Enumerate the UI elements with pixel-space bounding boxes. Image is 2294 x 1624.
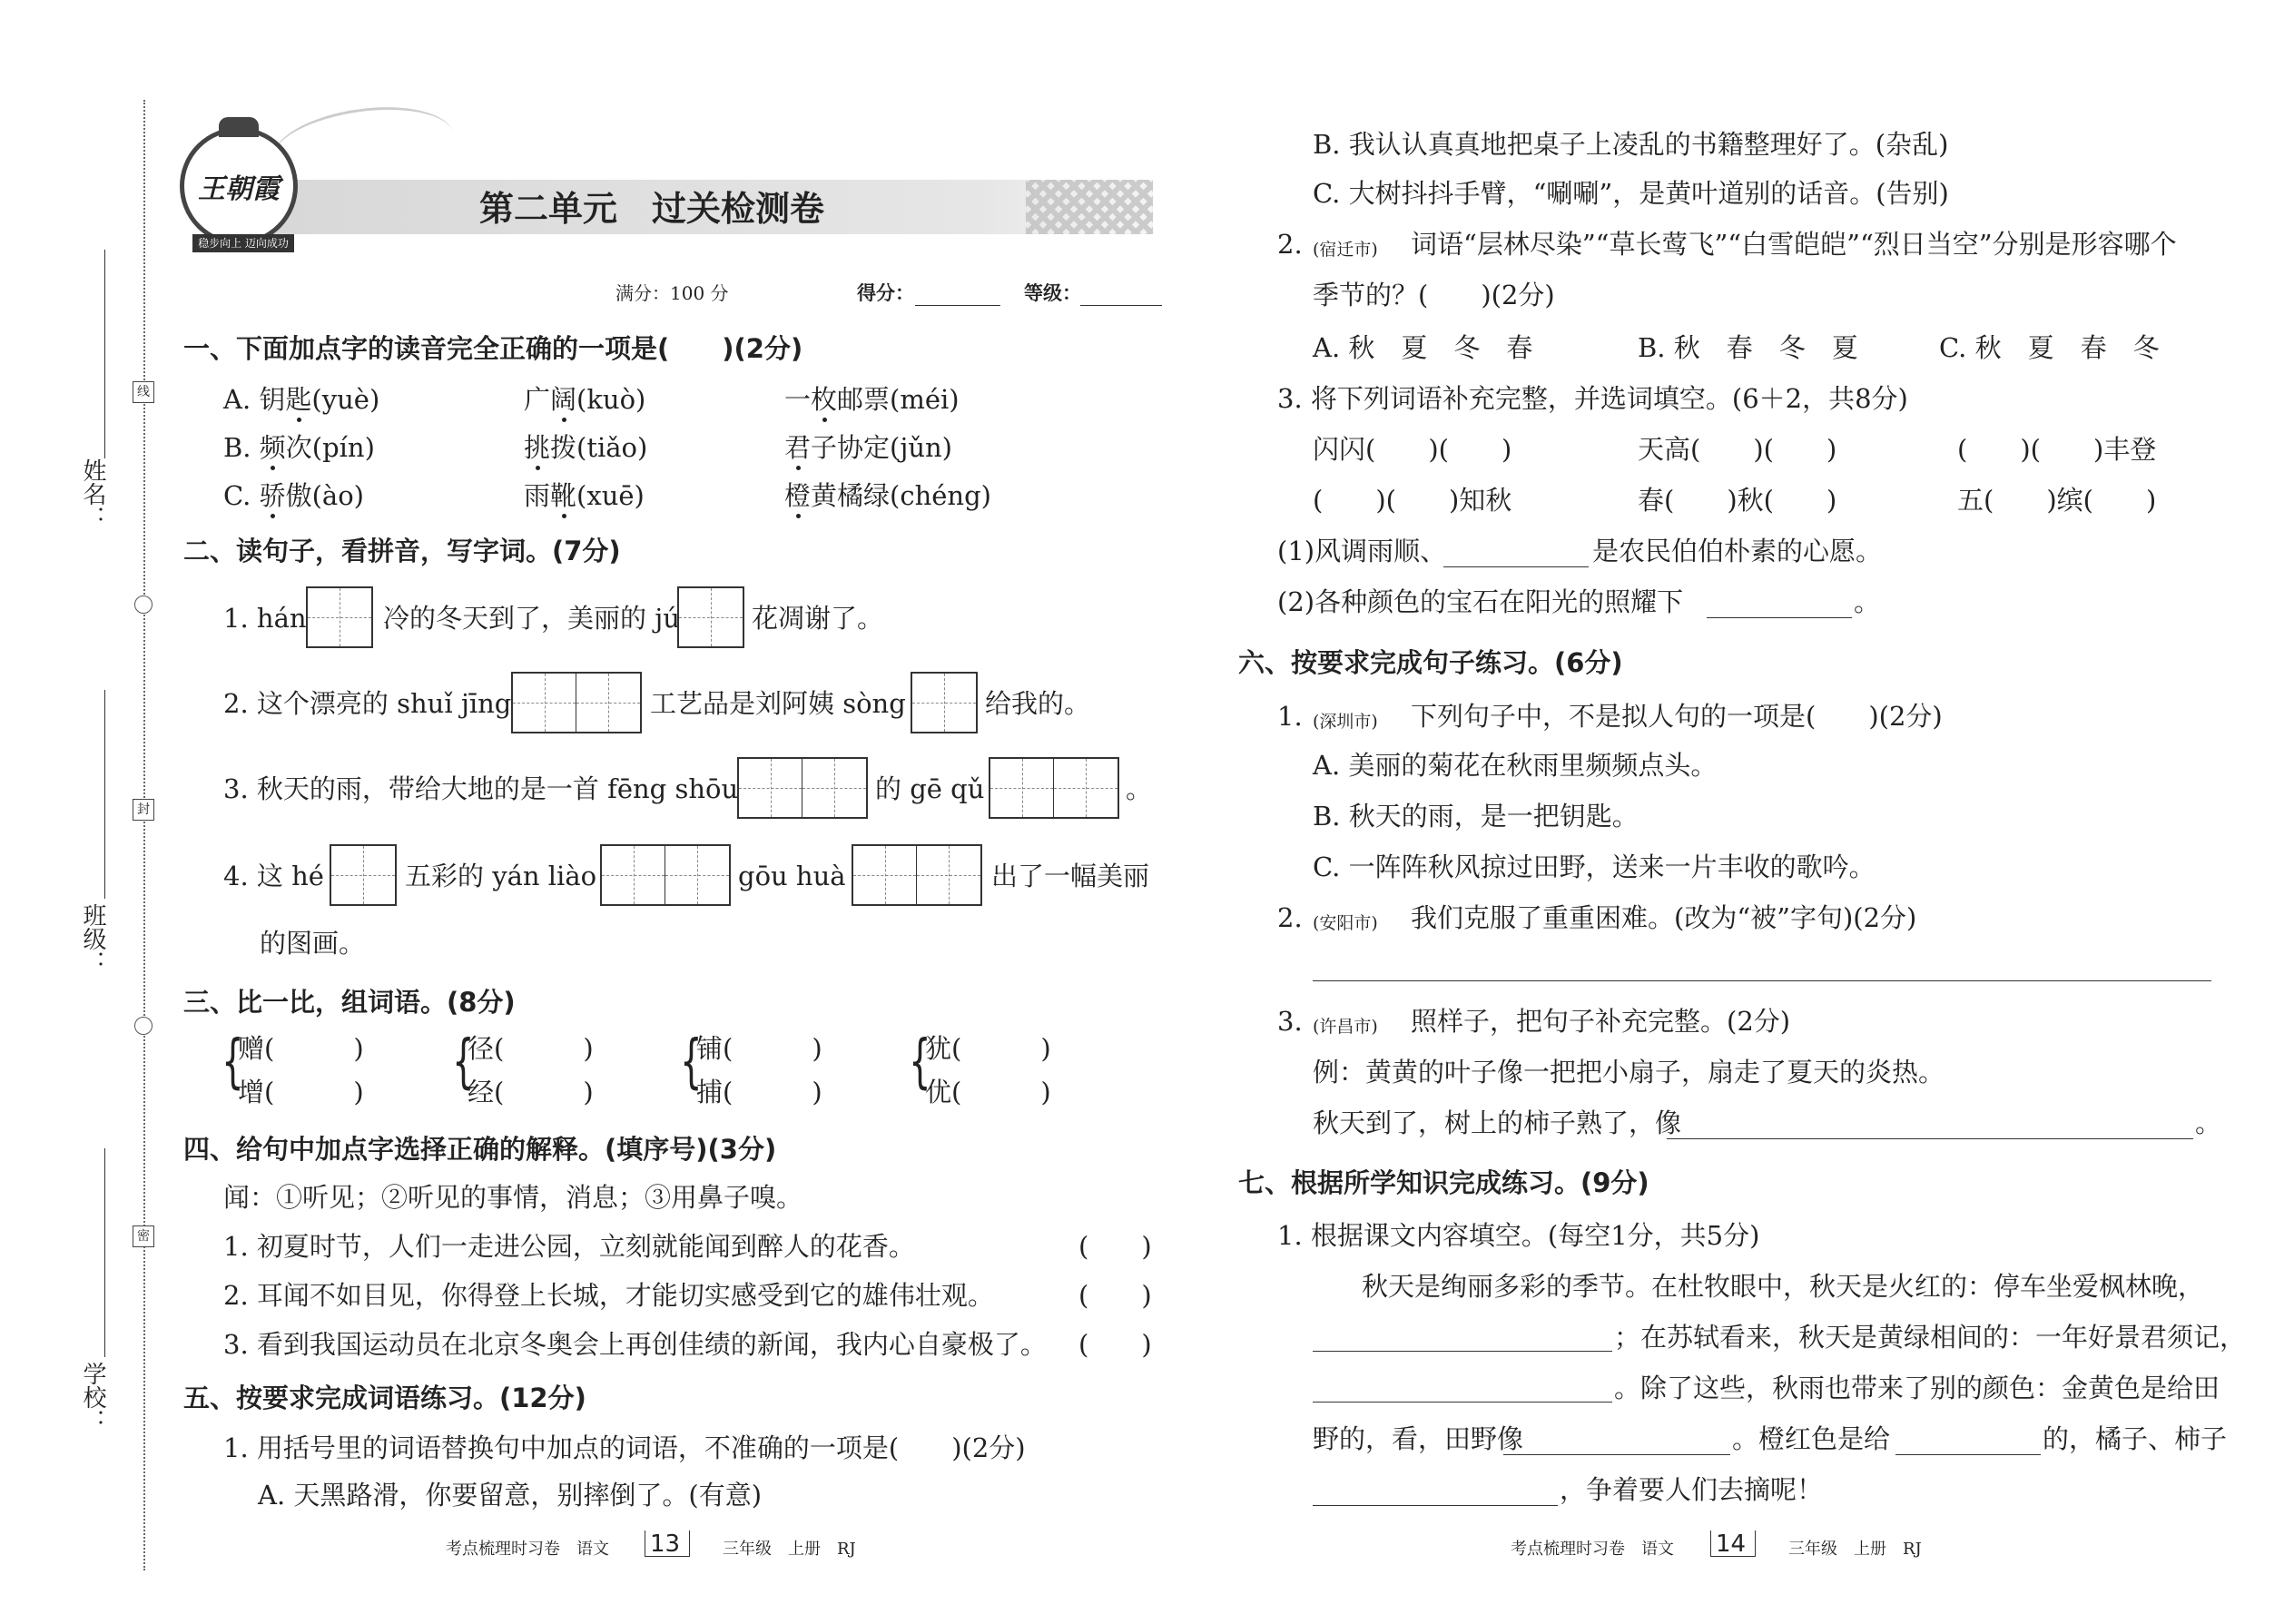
- section-1-title: 一、下面加点字的读音完全正确的一项是( )(2分): [183, 333, 803, 364]
- full-score: 满分：100 分: [615, 282, 729, 304]
- footer-right-page-frame: [1710, 1530, 1756, 1557]
- s3-pair-3-bottom: 捕( ): [696, 1077, 822, 1107]
- section-3-title: 三、比一比，组词语。(8分): [183, 987, 516, 1018]
- s5-word-2: 天高( )( ): [1638, 434, 1837, 465]
- score-blank: [915, 305, 1000, 306]
- score-label: 得分：: [857, 281, 914, 304]
- s6-fill-end: 。: [2195, 1107, 2222, 1138]
- blank-line[interactable]: [1667, 1138, 2193, 1139]
- s3-pair-1-top: 赠( ): [238, 1033, 364, 1064]
- cut-line: [143, 100, 145, 1570]
- school-line: [104, 1148, 105, 1357]
- binding-hole-icon: [134, 595, 153, 614]
- s1-c3: 橙黄橘绿(chéng): [784, 480, 991, 511]
- s6-q1-num: 1.: [1277, 701, 1303, 732]
- s5-word-1: 闪闪( )( ): [1313, 434, 1512, 465]
- footer-left-page: 13: [650, 1530, 681, 1558]
- grade-label: 等级：: [1024, 281, 1081, 304]
- s5-q2-num: 2.: [1277, 229, 1303, 260]
- section-7-title: 七、根据所学知识完成练习。(9分): [1238, 1167, 1649, 1198]
- s5-fill-2b: 。: [1854, 586, 1881, 617]
- binding-hole-icon: [134, 1017, 153, 1035]
- s6-q1-b: B. 秋天的雨，是一把钥匙。: [1313, 801, 1639, 832]
- s4-item-3: 3. 看到我国运动员在北京冬奥会上再创佳绩的新闻，我内心自豪极了。: [223, 1329, 1047, 1360]
- s7-p2: ；在苏轼看来，秋天是黄绿相间的：一年好景君须记，: [1614, 1322, 2247, 1353]
- footer-left-page-frame: [645, 1530, 690, 1557]
- s6-q2: 我们克服了重重困难。(改为“被”字句)(2分): [1411, 902, 1917, 933]
- s6-q1-a: A. 美丽的菊花在秋雨里频频点头。: [1313, 750, 1718, 781]
- answer-line[interactable]: [1313, 980, 2211, 981]
- s6-q3: 照样子，把句子补充完整。(2分): [1411, 1006, 1791, 1037]
- s7-p1: 秋天是绚丽多彩的季节。在杜牧眼中，秋天是火红的：停车坐爱枫林晚，: [1362, 1271, 2205, 1302]
- footer-left-book: 考点梳理时习卷 语文: [446, 1540, 609, 1559]
- s3-pair-2-bottom: 经( ): [468, 1077, 594, 1107]
- s7-p4a: 野的，看，田野像: [1313, 1423, 1524, 1454]
- cut-word-2: 封: [133, 799, 154, 821]
- s5-q2-b: 季节的？( )(2分): [1313, 280, 1555, 310]
- blank-line[interactable]: [1895, 1454, 2041, 1455]
- s5-fill-1: (1)风调雨顺、: [1277, 536, 1447, 566]
- writing-grid[interactable]: [511, 672, 642, 733]
- s3-pair-1-bottom: 增( ): [238, 1077, 364, 1107]
- s2-l4b: 五彩的 yán liào: [405, 861, 597, 891]
- s6-q3-num: 3.: [1277, 1006, 1303, 1037]
- s4-definition: 闻：①听见；②听见的事情，消息；③用鼻子嗅。: [223, 1182, 803, 1213]
- s6-example: 例：黄黄的叶子像一把把小扇子，扇走了夏天的炎热。: [1313, 1057, 1945, 1088]
- blank-line[interactable]: [1707, 617, 1852, 618]
- s4-paren-3: ( ): [1078, 1329, 1152, 1360]
- s4-paren-1: ( ): [1078, 1231, 1152, 1262]
- checker-pattern: [1026, 180, 1153, 234]
- page-title: 第二单元 过关检测卷: [479, 189, 825, 229]
- brand-logo: [180, 127, 298, 245]
- s5-word-3: ( )( )丰登: [1957, 434, 2157, 465]
- s1-b3: 君子协定(jǔn): [784, 432, 952, 463]
- s7-p4b: 。橙红色是给: [1732, 1423, 1891, 1454]
- s2-l2b: 工艺品是刘阿姨 sòng: [650, 688, 906, 719]
- s1-a2: 广阔(kuò): [524, 384, 646, 415]
- brace: {: [452, 1029, 475, 1096]
- s2-l3c: 。: [1126, 773, 1153, 804]
- s2-l4c: gōu huà: [738, 861, 846, 891]
- s5-q1-b: B. 我认认真真地把桌子上凌乱的书籍整理好了。(杂乱): [1313, 129, 1949, 160]
- s2-l4d: 出了一幅美丽: [991, 861, 1150, 891]
- s2-l3a: 3. 秋天的雨，带给大地的是一首 fēng shōu: [223, 773, 739, 804]
- s7-q1: 1. 根据课文内容填空。(每空1分，共5分): [1277, 1220, 1760, 1251]
- s2-l4a: 4. 这 hé: [223, 861, 324, 891]
- s6-q2-num: 2.: [1277, 902, 1303, 933]
- s2-l3b: 的 gē qǔ: [875, 773, 985, 804]
- footer-right-book: 考点梳理时习卷 语文: [1511, 1540, 1674, 1559]
- writing-grid[interactable]: [330, 844, 397, 906]
- s7-p3: 。除了这些，秋雨也带来了别的颜色：金黄色是给田: [1614, 1373, 2220, 1403]
- s6-q3-tag: (许昌市): [1313, 1017, 1378, 1037]
- blank-line[interactable]: [1503, 1454, 1730, 1455]
- school-label: 学校：: [79, 1362, 106, 1432]
- logo-ribbon: 稳步向上 迈向成功: [192, 234, 294, 252]
- s6-q1: 下列句子中，不是拟人句的一项是( )(2分): [1411, 701, 1943, 732]
- crown-icon: [219, 117, 259, 137]
- class-line: [104, 690, 105, 899]
- s6-q1-c: C. 一阵阵秋风掠过田野，送来一片丰收的歌吟。: [1313, 851, 1876, 882]
- s1-b1: B. 频次(pín): [223, 432, 375, 463]
- writing-grid[interactable]: [737, 757, 868, 819]
- s2-l2c: 给我的。: [985, 688, 1091, 719]
- s1-a3: 一枚邮票(méi): [784, 384, 960, 415]
- s3-pair-2-top: 径( ): [468, 1033, 594, 1064]
- s1-c2: 雨靴(xuē): [524, 480, 645, 511]
- s2-l4e: 的图画。: [260, 928, 366, 959]
- s1-a1: A. 钥匙(yuè): [223, 384, 380, 415]
- s2-l1a: 1. hán: [223, 603, 307, 634]
- s5-word-5: 春( )秋( ): [1638, 485, 1837, 516]
- s5-word-4: ( )( )知秋: [1313, 485, 1512, 516]
- section-4-title: 四、给句中加点字选择正确的解释。(填序号)(3分): [183, 1134, 777, 1165]
- s5-word-6: 五( )缤( ): [1957, 485, 2157, 516]
- footer-right-page: 14: [1716, 1530, 1747, 1558]
- s7-p5: ，争着要人们去摘呢！: [1560, 1474, 1824, 1505]
- s1-b2: 挑拨(tiǎo): [524, 432, 648, 463]
- blank-line[interactable]: [1313, 1402, 1612, 1403]
- s6-fill: 秋天到了，树上的柿子熟了，像: [1313, 1107, 1682, 1138]
- name-line: [104, 250, 105, 458]
- writing-grid[interactable]: [306, 586, 373, 648]
- brace: {: [909, 1029, 931, 1096]
- s5-q2-opt-c: C. 秋 夏 春 冬: [1939, 332, 2160, 363]
- logo-brand-text: 王朝霞: [198, 173, 280, 205]
- s6-q2-tag: (安阳市): [1313, 913, 1378, 933]
- s3-pair-4-top: 犹( ): [925, 1033, 1051, 1064]
- s1-c1: C. 骄傲(ào): [223, 480, 364, 511]
- s2-l2a: 2. 这个漂亮的 shuǐ jīng: [223, 688, 512, 719]
- s4-item-2: 2. 耳闻不如目见，你得登上长城，才能切实感受到它的雄伟壮观。: [223, 1280, 994, 1311]
- brace: {: [222, 1029, 244, 1096]
- cut-word-1: 线: [133, 381, 154, 403]
- blank-line[interactable]: [1443, 566, 1589, 567]
- section-6-title: 六、按要求完成句子练习。(6分): [1238, 647, 1623, 678]
- s5-q1: 1. 用括号里的词语替换句中加点的词语，不准确的一项是( )(2分): [223, 1432, 1026, 1463]
- blank-line[interactable]: [1313, 1505, 1558, 1506]
- s5-q2: 词语“层林尽染”“草长莺飞”“白雪皑皑”“烈日当空”分别是形容哪个: [1411, 229, 2177, 260]
- s3-pair-3-top: 铺( ): [696, 1033, 822, 1064]
- s7-p4c: 的，橘子、柿子: [2043, 1423, 2228, 1454]
- class-label: 班级：: [79, 903, 106, 974]
- s2-l1c: 花凋谢了。: [752, 603, 884, 634]
- s2-l1b: 冷的冬天到了，美丽的 jú: [383, 603, 680, 634]
- s5-q2-opt-b: B. 秋 春 冬 夏: [1638, 332, 1858, 363]
- footer-right-grade: 三年级 上册 RJ: [1788, 1540, 1922, 1559]
- s5-q1-c: C. 大树抖抖手臂，“唰唰”，是黄叶道别的话音。(告别): [1313, 178, 1949, 209]
- s5-q3: 3. 将下列词语补充完整，并选词填空。(6＋2，共8分): [1277, 383, 1908, 414]
- section-5-title: 五、按要求完成词语练习。(12分): [183, 1383, 586, 1413]
- footer-left-grade: 三年级 上册 RJ: [723, 1540, 856, 1559]
- binding-margin: [0, 0, 163, 1624]
- brace: {: [680, 1029, 703, 1096]
- s5-fill-1b: 是农民伯伯朴素的心愿。: [1592, 536, 1883, 566]
- blank-line[interactable]: [1313, 1351, 1612, 1352]
- s4-item-1: 1. 初夏时节，人们一走进公园，立刻就能闻到醉人的花香。: [223, 1231, 915, 1262]
- writing-grid[interactable]: [911, 672, 978, 733]
- writing-grid[interactable]: [600, 844, 731, 906]
- cut-word-3: 密: [133, 1225, 154, 1247]
- writing-grid[interactable]: [989, 757, 1119, 819]
- s5-fill-2: (2)各种颜色的宝石在阳光的照耀下: [1277, 586, 1684, 617]
- s5-q1-a: A. 天黑路滑，你要留意，别摔倒了。(有意): [258, 1480, 763, 1511]
- s5-q2-opt-a: A. 秋 夏 冬 春: [1313, 332, 1533, 363]
- s3-pair-4-bottom: 优( ): [925, 1077, 1051, 1107]
- writing-grid[interactable]: [852, 844, 982, 906]
- name-label: 姓名：: [79, 458, 106, 529]
- writing-grid[interactable]: [677, 586, 744, 648]
- s4-paren-2: ( ): [1078, 1280, 1152, 1311]
- s5-q2-tag: (宿迁市): [1313, 240, 1378, 260]
- grade-blank: [1080, 305, 1162, 306]
- section-2-title: 二、读句子，看拼音，写字词。(7分): [183, 536, 621, 566]
- s6-q1-tag: (深圳市): [1313, 712, 1378, 732]
